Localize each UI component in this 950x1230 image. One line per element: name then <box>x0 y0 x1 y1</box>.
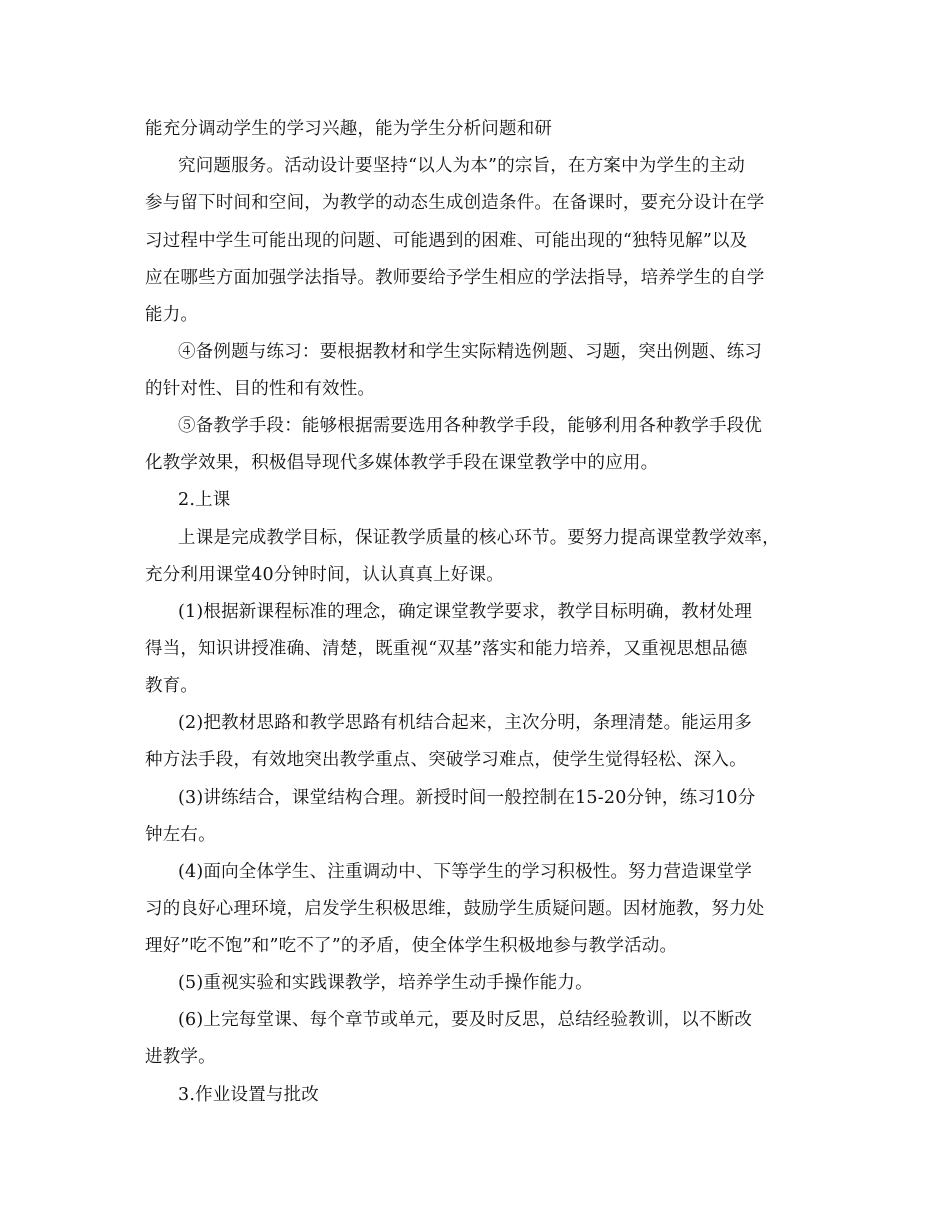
text-line: 教育。 <box>145 676 199 696</box>
text-line: ⑤备教学手段：能够根据需要选用各种教学手段，能够利用各种教学手段优 <box>178 416 763 436</box>
section-heading: 3.作业设置与批改 <box>178 1085 319 1105</box>
text-line: 理好”吃不饱”和”吃不了”的矛盾，使全体学生积极地参与教学活动。 <box>145 936 678 956</box>
text-line: 应在哪些方面加强学法指导。教师要给予学生相应的学法指导，培养学生的自学 <box>145 268 765 288</box>
text-line: (3)讲练结合，课堂结构合理。新授时间一般控制在15-20分钟，练习10分 <box>178 788 756 808</box>
text-line: 化教学效果，积极倡导现代多媒体教学手段在课堂教学中的应用。 <box>145 453 659 473</box>
text-line: 充分利用课堂40分钟时间，认认真真上好课。 <box>145 565 504 585</box>
text-line: 种方法手段，有效地突出教学重点、突破学习难点，使学生觉得轻松、深入。 <box>145 750 747 770</box>
text-line: (5)重视实验和实践课教学，培养学生动手操作能力。 <box>178 973 593 993</box>
text-line: 习过程中学生可能出现的问题、可能遇到的困难、可能出现的“独特见解”以及 <box>145 231 748 251</box>
text-line: 能充分调动学生的学习兴趣，能为学生分析问题和研 <box>145 119 553 139</box>
text-line: 究问题服务。活动设计要坚持“以人为本”的宗旨，在方案中为学生的主动 <box>178 156 745 176</box>
text-line: 参与留下时间和空间，为教学的动态生成创造条件。在备课时，要充分设计在学 <box>145 193 765 213</box>
text-line: 进教学。 <box>145 1047 216 1067</box>
text-line: (4)面向全体学生、注重调动中、下等学生的学习积极性。努力营造课堂学 <box>178 862 753 882</box>
text-line: ④备例题与练习：要根据教材和学生实际精选例题、习题，突出例题、练习 <box>178 342 763 362</box>
text-line: 钟左右。 <box>145 825 216 845</box>
text-line: (2)把教材思路和教学思路有机结合起来，主次分明，条理清楚。能运用多 <box>178 713 753 733</box>
text-line: 能力。 <box>145 305 199 325</box>
text-line: 得当，知识讲授准确、清楚，既重视“双基”落实和能力培养，又重视思想品德 <box>145 639 748 659</box>
text-line: (6)上完每堂课、每个章节或单元，要及时反思，总结经验教训，以不断改 <box>178 1010 753 1030</box>
section-heading: 2.上课 <box>178 490 231 510</box>
text-line: (1)根据新课程标准的理念，确定课堂教学要求，教学目标明确，教材处理 <box>178 602 753 622</box>
text-line: 上课是完成教学目标，保证教学质量的核心环节。要努力提高课堂教学效率， <box>178 528 780 548</box>
text-line: 习的良好心理环境，启发学生积极思维，鼓励学生质疑问题。因材施教，努力处 <box>145 899 765 919</box>
text-line: 的针对性、目的性和有效性。 <box>145 379 376 399</box>
